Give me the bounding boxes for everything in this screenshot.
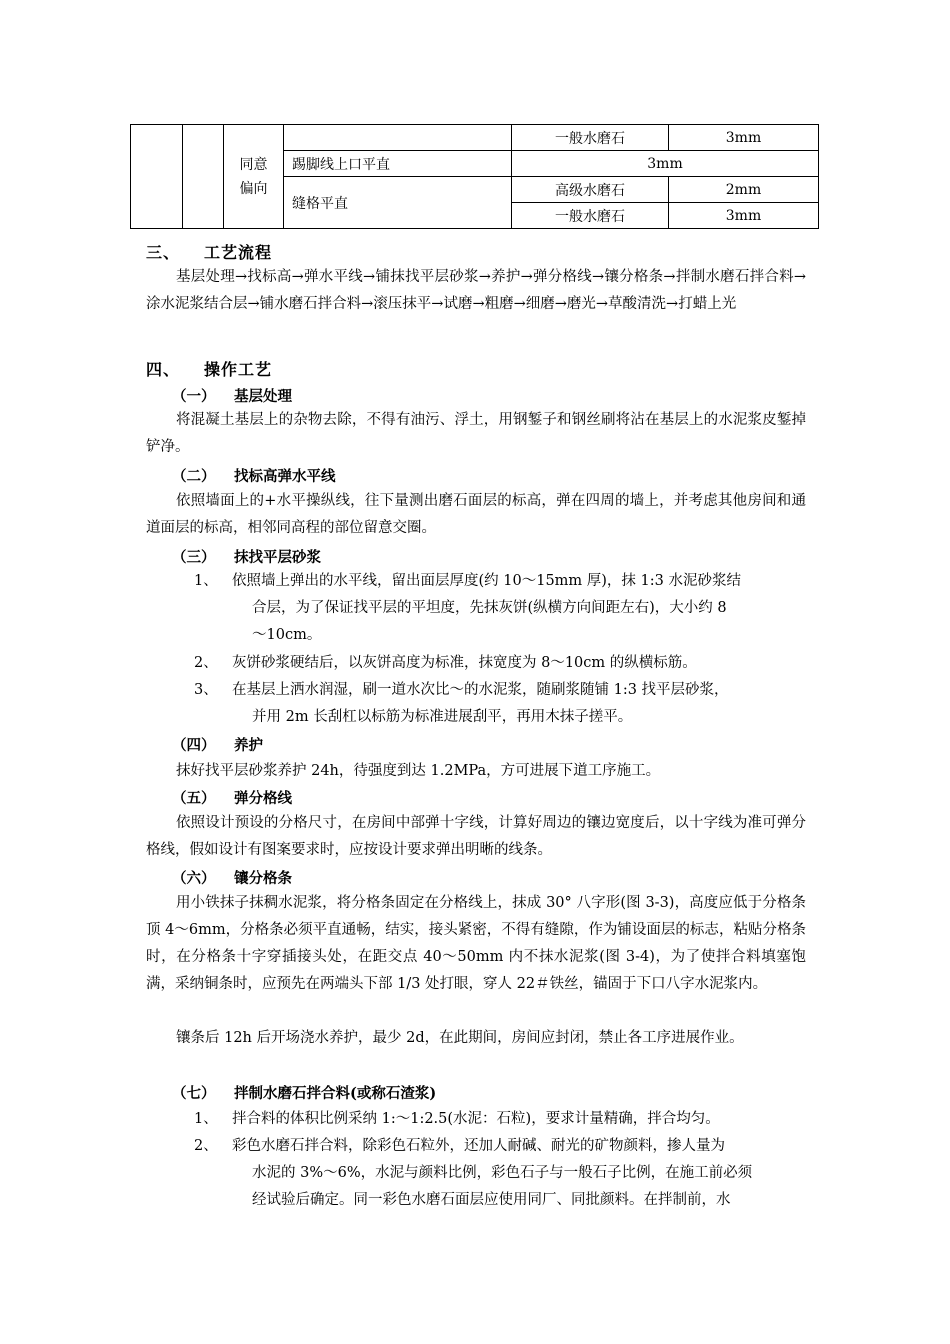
table-cell-item: 踢脚线上口平直 bbox=[284, 151, 512, 177]
subsection-heading bbox=[172, 867, 292, 888]
list-number: 1、 bbox=[194, 573, 218, 589]
list-line: ～10cm。 bbox=[252, 627, 322, 643]
subsection-number: （二） bbox=[172, 468, 216, 485]
list-text bbox=[232, 568, 806, 649]
subsection-heading bbox=[172, 1082, 436, 1103]
list-line: 水泥的 3%～6%，水泥与颜料比例，彩色石子与一般石子比例，在施工前必须 bbox=[252, 1165, 753, 1181]
subsection-title: 拌制水磨石拌合料(或称石渣浆) bbox=[234, 1085, 437, 1102]
list-text bbox=[232, 1133, 806, 1214]
subsection-heading bbox=[172, 546, 321, 567]
section-heading bbox=[146, 240, 272, 263]
subsection-title: 找标高弹水平线 bbox=[234, 468, 336, 485]
list-line: 彩色水磨石拌合料，除彩色石粒外，还加人耐碱、耐光的矿物颜料，掺人量为 bbox=[232, 1138, 725, 1154]
list-line: 合层，为了保证找平层的平坦度，先抹灰饼(纵横方向间距左右)，大小约 8 bbox=[252, 600, 727, 616]
list-line: 拌合料的体积比例采纳 1:～1:2.5(水泥：石粒)，要求计量精确，拌合均匀。 bbox=[232, 1111, 720, 1127]
subsection-number: （四） bbox=[172, 737, 216, 754]
subsection-heading bbox=[172, 385, 292, 406]
group-label-cell bbox=[224, 125, 284, 229]
table-cell-item: 缝格平直 bbox=[284, 177, 512, 229]
group-label-line: 同意 bbox=[239, 156, 268, 173]
tolerance-table bbox=[130, 124, 819, 229]
list-line: 灰饼砂浆硬结后，以灰饼高度为标准，抹宽度为 8～10cm 的纵横标筋。 bbox=[232, 655, 697, 671]
table-cell-empty bbox=[131, 125, 183, 229]
subsection-title: 镶分格条 bbox=[234, 870, 292, 887]
subsection-title: 养护 bbox=[234, 737, 263, 754]
paragraph: 依照设计预设的分格尺寸，在房间中部弹十字线，计算好周边的镶边宽度后，以十字线为准可弹分格线，假如设计有图案要求时，应按设计要求弹出明晰的线条。 bbox=[146, 815, 806, 858]
list-number: 3、 bbox=[194, 682, 218, 698]
list-line: 经试验后确定。同一彩色水磨石面层应使用同厂、同批颜料。在拌制前，水 bbox=[252, 1192, 731, 1208]
paragraph: 用小铁抹子抹稠水泥浆，将分格条固定在分格线上，抹成 30° 八字形(图 3-3)，高度应低于分格条顶 4～6mm，分格条必须平直通畅，结实，接头紧密，不得有缝隙，作为铺设面层的标志，粘贴分格条时，在分格条十字穿插接头处，在距交点 40～50mm 内不抹水泥浆(图 3-4)，为了使拌合料填塞饱满，采纳铜条时，应预先在两端头下部 1/3 处打眼，穿人 22＃铁丝，锚固于下口八字水泥浆内。 bbox=[146, 895, 806, 992]
group-label-line: 偏向 bbox=[239, 180, 268, 197]
subsection-number: （六） bbox=[172, 870, 216, 887]
subsection-heading bbox=[172, 787, 292, 808]
subsection-heading bbox=[172, 465, 336, 486]
list-text bbox=[232, 1106, 806, 1133]
subsection-number: （一） bbox=[172, 388, 216, 405]
list-text bbox=[232, 650, 806, 677]
subsection-title: 抹找平层砂浆 bbox=[234, 549, 321, 566]
table-cell-type: 高级水磨石 bbox=[512, 177, 669, 203]
table-cell-value: 3mm bbox=[669, 203, 819, 229]
section-number: 四、 bbox=[146, 360, 181, 379]
subsection-heading bbox=[172, 734, 263, 755]
list-line: 依照墙上弹出的水平线，留出面层厚度(约 10～15mm 厚)，抹 1:3 水泥砂浆结 bbox=[232, 573, 741, 589]
paragraph: 基层处理→找标高→弹水平线→铺抹找平层砂浆→养护→弹分格线→镶分格条→拌制水磨石拌合料→涂水泥浆结合层→铺水磨石拌合料→滚压抹平→试磨→粗磨→细磨→磨光→草酸清洗→打蜡上光 bbox=[146, 269, 806, 312]
table-cell-item bbox=[284, 125, 512, 151]
section-number: 三、 bbox=[146, 243, 181, 262]
paragraph: 将混凝土基层上的杂物去除，不得有油污、浮土，用钢錾子和钢丝刷将沾在基层上的水泥浆皮錾掉铲净。 bbox=[146, 412, 806, 455]
subsection-title: 弹分格线 bbox=[234, 790, 292, 807]
table-cell-empty bbox=[183, 125, 224, 229]
list-line: 并用 2m 长刮杠以标筋为标准进展刮平，再用木抹子搓平。 bbox=[252, 709, 633, 725]
paragraph: 镶条后 12h 后开场浇水养护，最少 2d，在此期间，房间应封闭，禁止各工序进展作业。 bbox=[176, 1030, 744, 1046]
list-number: 1、 bbox=[194, 1111, 218, 1127]
list-line: 在基层上洒水润湿，刷一道水次比～的水泥浆，随刷浆随铺 1:3 找平层砂浆， bbox=[232, 682, 729, 698]
table-cell-type: 一般水磨石 bbox=[512, 125, 669, 151]
paragraph: 依照墙面上的+水平操纵线，往下量测出磨石面层的标高，弹在四周的墙上，并考虑其他房间和通道面层的标高，相邻同高程的部位留意交圈。 bbox=[146, 493, 806, 536]
subsection-title: 基层处理 bbox=[234, 388, 292, 405]
table-row bbox=[131, 125, 819, 151]
section-heading bbox=[146, 357, 272, 380]
paragraph: 抹好找平层砂浆养护 24h，待强度到达 1.2MPa，方可进展下道工序施工。 bbox=[176, 763, 661, 779]
list-number: 2、 bbox=[194, 655, 218, 671]
subsection-number: （七） bbox=[172, 1085, 216, 1102]
table-cell-value: 3mm bbox=[669, 125, 819, 151]
table-cell-type: 一般水磨石 bbox=[512, 203, 669, 229]
table-cell-value: 3mm bbox=[512, 151, 819, 177]
list-text bbox=[232, 677, 806, 731]
subsection-number: （三） bbox=[172, 549, 216, 566]
section-title: 操作工艺 bbox=[204, 360, 273, 379]
section-title: 工艺流程 bbox=[204, 243, 273, 262]
subsection-number: （五） bbox=[172, 790, 216, 807]
table-cell-value: 2mm bbox=[669, 177, 819, 203]
list-number: 2、 bbox=[194, 1138, 218, 1154]
